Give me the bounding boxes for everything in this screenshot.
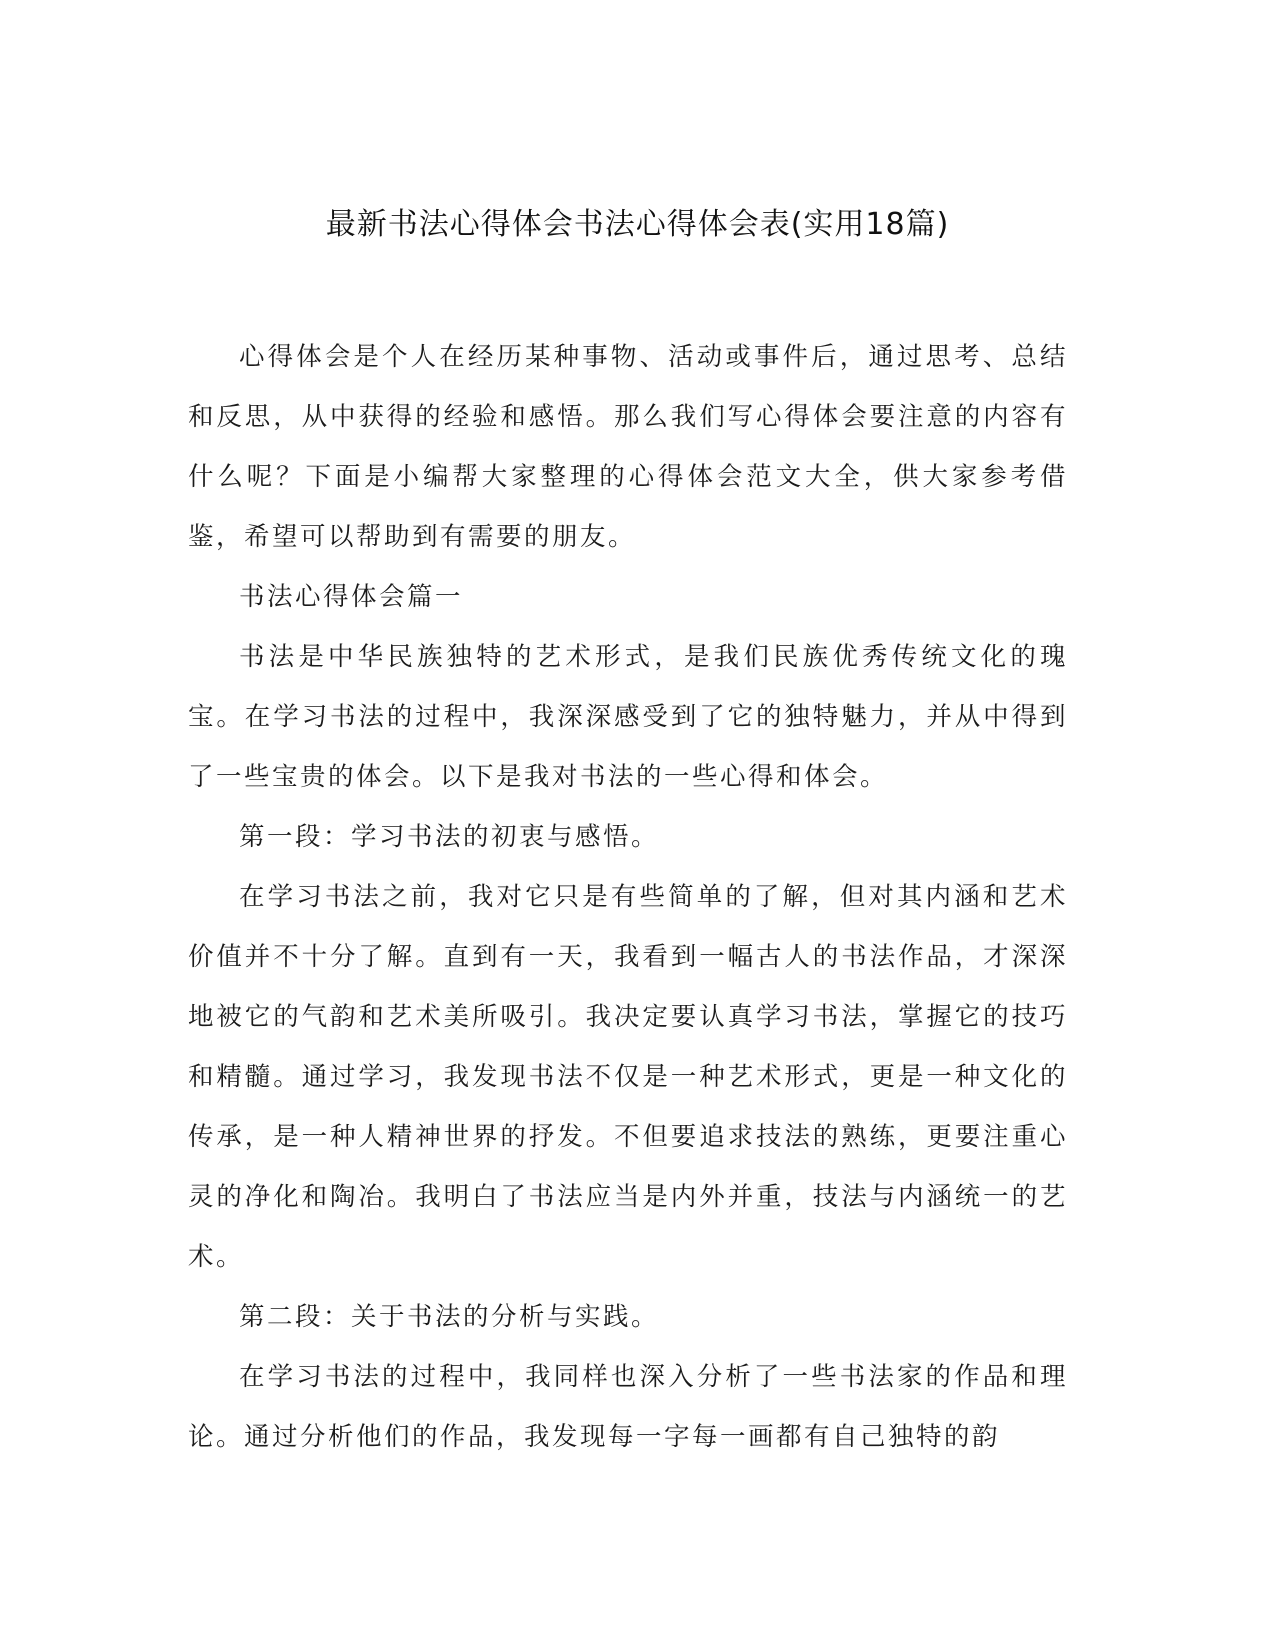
section-subheading-first: 第一段：学习书法的初衷与感悟。 (239, 822, 660, 852)
document-body (188, 327, 1068, 1467)
body-paragraph: 在学习书法的过程中，我同样也深入分析了一些书法家的作品和理论。通过分析他们的作品，我发现每一字每一画都有自己独特的韵 (188, 1362, 1068, 1452)
section-heading-part-one: 书法心得体会篇一 (239, 582, 464, 612)
section-subheading-second: 第二段：关于书法的分析与实践。 (239, 1302, 660, 1332)
document-title: 最新书法心得体会书法心得体会表(实用18篇) (325, 207, 950, 242)
body-paragraph: 书法是中华民族独特的艺术形式，是我们民族优秀传统文化的瑰宝。在学习书法的过程中，我深深感受到了它的独特魅力，并从中得到了一些宝贵的体会。以下是我对书法的一些心得和体会。 (188, 642, 1068, 792)
body-paragraph: 在学习书法之前，我对它只是有些简单的了解，但对其内涵和艺术价值并不十分了解。直到有一天，我看到一幅古人的书法作品，才深深地被它的气韵和艺术美所吸引。我决定要认真学习书法，掌握它的技巧和精髓。通过学习，我发现书法不仅是一种艺术形式，更是一种文化的传承，是一种人精神世界的抒发。不但要追求技法的熟练，更要注重心灵的净化和陶冶。我明白了书法应当是内外并重，技法与内涵统一的艺术。 (188, 882, 1068, 1272)
intro-paragraph: 心得体会是个人在经历某种事物、活动或事件后，通过思考、总结和反思，从中获得的经验和感悟。那么我们写心得体会要注意的内容有什么呢？下面是小编帮大家整理的心得体会范文大全，供大家参考借鉴，希望可以帮助到有需要的朋友。 (188, 342, 1068, 552)
